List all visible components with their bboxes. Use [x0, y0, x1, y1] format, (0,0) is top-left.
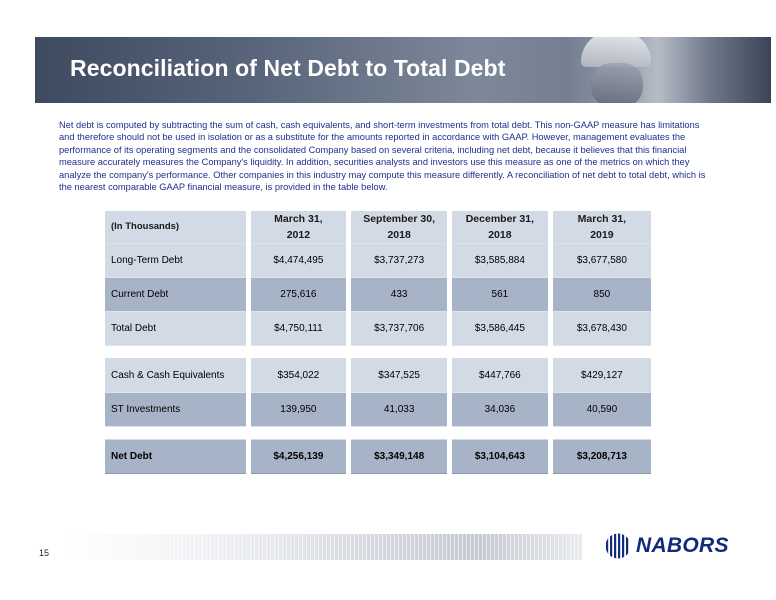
table-cell: $3,677,580	[550, 244, 651, 278]
page-number: 15	[39, 548, 50, 558]
page-title: Reconciliation of Net Debt to Total Debt	[70, 55, 506, 81]
row-label: ST Investments	[105, 393, 248, 427]
reconciliation-table	[105, 211, 651, 474]
table-row	[105, 312, 651, 346]
table-cell: 40,590	[550, 393, 651, 427]
table-cell: 561	[450, 278, 551, 312]
table-cell: $3,678,430	[550, 312, 651, 346]
table-cell: $3,104,643	[450, 440, 551, 474]
row-label: Long-Term Debt	[105, 244, 248, 278]
table-divider	[105, 427, 651, 440]
table-cell: $429,127	[550, 359, 651, 393]
table-total-row	[105, 440, 651, 474]
unit-label: (In Thousands)	[105, 211, 248, 244]
column-header: December 31, 2018	[450, 211, 551, 244]
table-cell: 275,616	[248, 278, 349, 312]
table-row	[105, 244, 651, 278]
table-cell: $4,750,111	[248, 312, 349, 346]
row-label: Cash & Cash Equivalents	[105, 359, 248, 393]
table-cell: $3,585,884	[450, 244, 551, 278]
column-header: September 30, 2018	[349, 211, 450, 244]
worker-face-image	[591, 63, 643, 103]
table-cell: $347,525	[349, 359, 450, 393]
nabors-logo-icon	[605, 533, 631, 559]
table-row	[105, 393, 651, 427]
logo-text: NABORS	[636, 534, 729, 557]
row-label: Net Debt	[105, 440, 248, 474]
table-cell: $354,022	[248, 359, 349, 393]
table-cell: 850	[550, 278, 651, 312]
table-cell: $4,256,139	[248, 440, 349, 474]
intro-paragraph: Net debt is computed by subtracting the sum of cash, cash equivalents, and short-term investments from total debt. This non-GAAP measure has limitations and therefore should not be used in isolation or as a substitute for the amounts reported in accordance with GAAP. However, management evaluates the performance of its operating segments and the consolidated Company based on several criteria, including net debt, because it believes that this financial measure accurately measures the Company's liquidity. In addition, securities analysts and investors use this measure as one of the metrics on which they analyze the company's performance. Other companies in this industry may compute this measure differently. A reconciliation of net debt to total debt, which is the nearest comparable GAAP financial measure, is provided in the table below.	[59, 120, 706, 193]
table-cell: 433	[349, 278, 450, 312]
table-cell: $4,474,495	[248, 244, 349, 278]
table-row	[105, 359, 651, 393]
footer-texture	[62, 534, 582, 560]
row-label: Current Debt	[105, 278, 248, 312]
table-divider	[105, 346, 651, 359]
column-header: March 31, 2019	[550, 211, 651, 244]
column-header: March 31, 2012	[248, 211, 349, 244]
table-cell: $3,737,273	[349, 244, 450, 278]
table-header-row	[105, 211, 651, 244]
table-cell: 41,033	[349, 393, 450, 427]
table-cell: 139,950	[248, 393, 349, 427]
table-cell: $3,737,706	[349, 312, 450, 346]
worker-photo	[566, 37, 771, 103]
table-cell: $3,349,148	[349, 440, 450, 474]
table-row	[105, 278, 651, 312]
table-cell: $3,586,445	[450, 312, 551, 346]
table-cell: $447,766	[450, 359, 551, 393]
table-cell: 34,036	[450, 393, 551, 427]
table-cell: $3,208,713	[550, 440, 651, 474]
nabors-logo	[605, 533, 735, 559]
row-label: Total Debt	[105, 312, 248, 346]
